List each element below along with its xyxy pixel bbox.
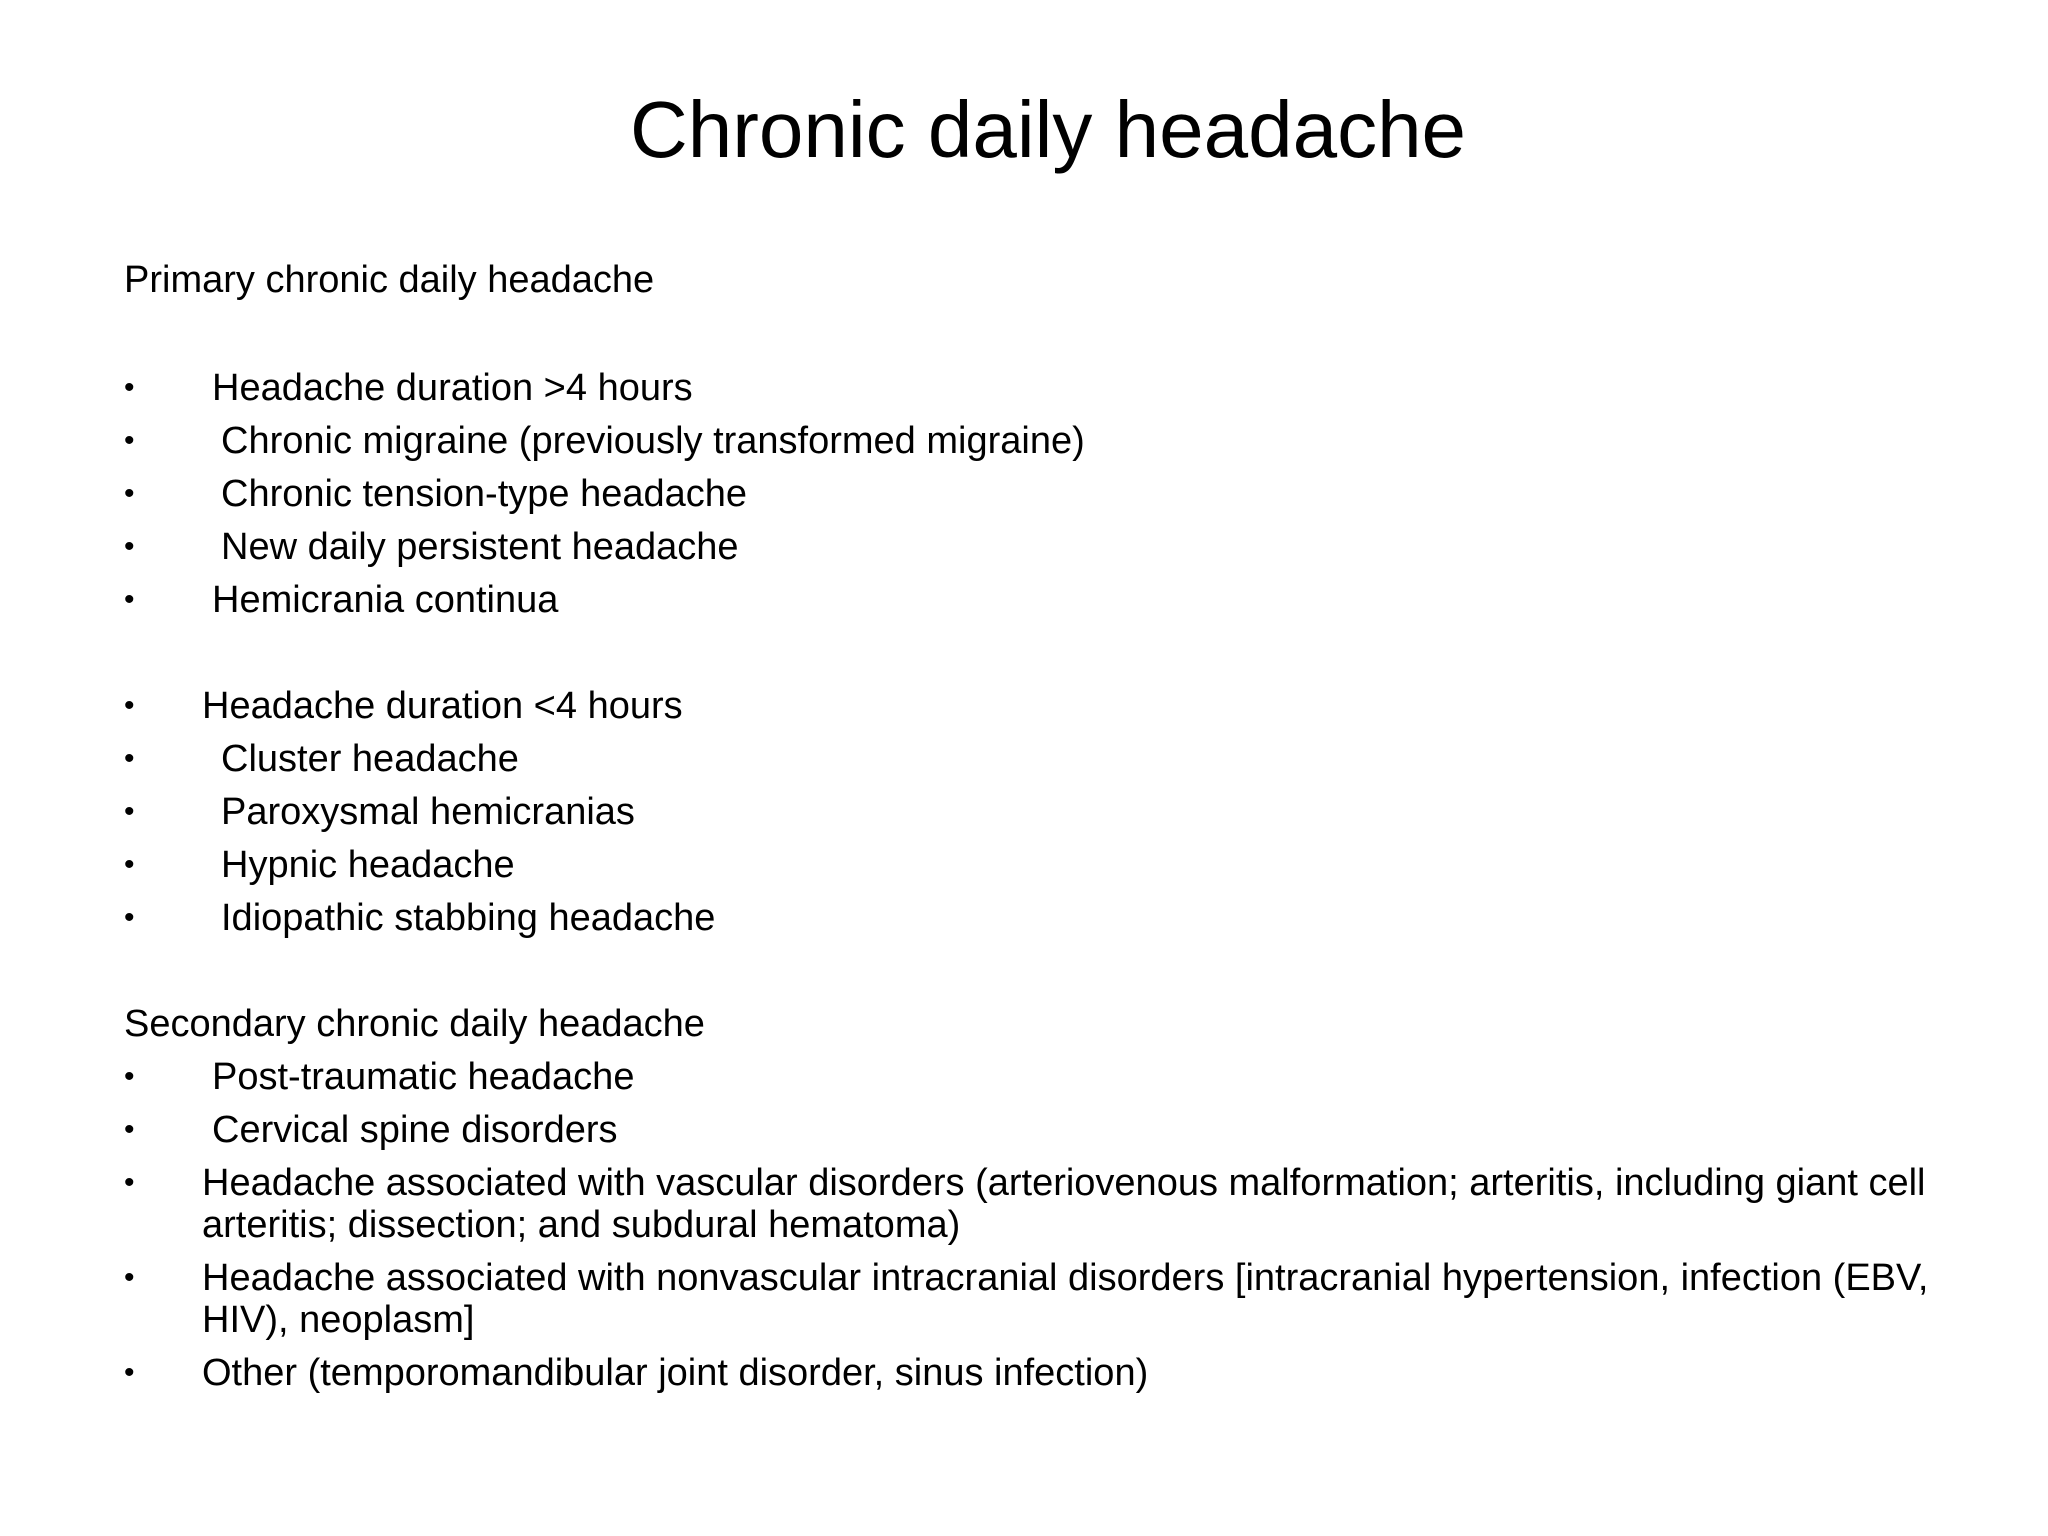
list-item-text: Chronic migraine (previously transformed migraine) <box>221 420 1085 462</box>
list-item <box>124 1056 1984 1098</box>
list-item-text: Headache associated with vascular disorders (arteriovenous malformation; arteritis, including giant cell arteritis; dissection; and subdural hematoma) <box>202 1162 1926 1246</box>
list-item <box>124 526 1984 568</box>
list-item <box>124 473 1984 515</box>
slide-title: Chronic daily headache <box>629 85 1467 174</box>
bullet-icon: • <box>124 689 135 722</box>
list-item <box>124 1109 1984 1151</box>
list-item <box>124 579 1984 621</box>
list-item-text: Headache duration <4 hours <box>202 685 683 727</box>
bullet-icon: • <box>124 1261 135 1294</box>
list-item-text: New daily persistent headache <box>221 526 739 568</box>
list-item-text: Cluster headache <box>221 738 519 780</box>
list-item-text: Paroxysmal hemicranias <box>221 791 635 833</box>
bullet-icon: • <box>124 371 135 404</box>
bullet-icon: • <box>124 530 135 563</box>
list-item-text: Hypnic headache <box>221 844 515 886</box>
bullet-icon: • <box>124 1113 135 1146</box>
bullet-icon: • <box>124 583 135 616</box>
bullet-icon: • <box>124 1166 135 1199</box>
bullet-icon: • <box>124 795 135 828</box>
list-item <box>124 367 1984 409</box>
bullet-icon: • <box>124 424 135 457</box>
list-item-text: Post-traumatic headache <box>212 1056 635 1098</box>
list-item-text: Hemicrania continua <box>212 579 559 621</box>
list-item <box>124 1257 1984 1341</box>
bullet-icon: • <box>124 1060 135 1093</box>
list-item-text: Chronic tension-type headache <box>221 473 748 515</box>
list-item-text: Headache duration >4 hours <box>212 367 693 409</box>
bullet-icon: • <box>124 742 135 775</box>
list-item-text: Idiopathic stabbing headache <box>221 897 716 939</box>
list-item-text: Headache associated with nonvascular intracranial disorders [intracranial hypertension, infection (EBV, HIV), neoplasm] <box>202 1257 1929 1341</box>
bullet-icon: • <box>124 848 135 881</box>
list-item <box>124 844 1984 886</box>
secondary-heading: Secondary chronic daily headache <box>124 1003 705 1045</box>
list-item <box>124 1352 1984 1394</box>
list-item <box>124 897 1984 939</box>
list-item <box>124 685 1984 727</box>
list-item <box>124 1162 1984 1246</box>
primary-heading: Primary chronic daily headache <box>124 259 655 301</box>
list-item-text: Cervical spine disorders <box>212 1109 618 1151</box>
bullet-icon: • <box>124 1356 135 1389</box>
bullet-icon: • <box>124 901 135 934</box>
list-item <box>124 738 1984 780</box>
list-item <box>124 791 1984 833</box>
list-item <box>124 420 1984 462</box>
bullet-icon: • <box>124 477 135 510</box>
list-item-text: Other (temporomandibular joint disorder, sinus infection) <box>202 1352 1149 1394</box>
